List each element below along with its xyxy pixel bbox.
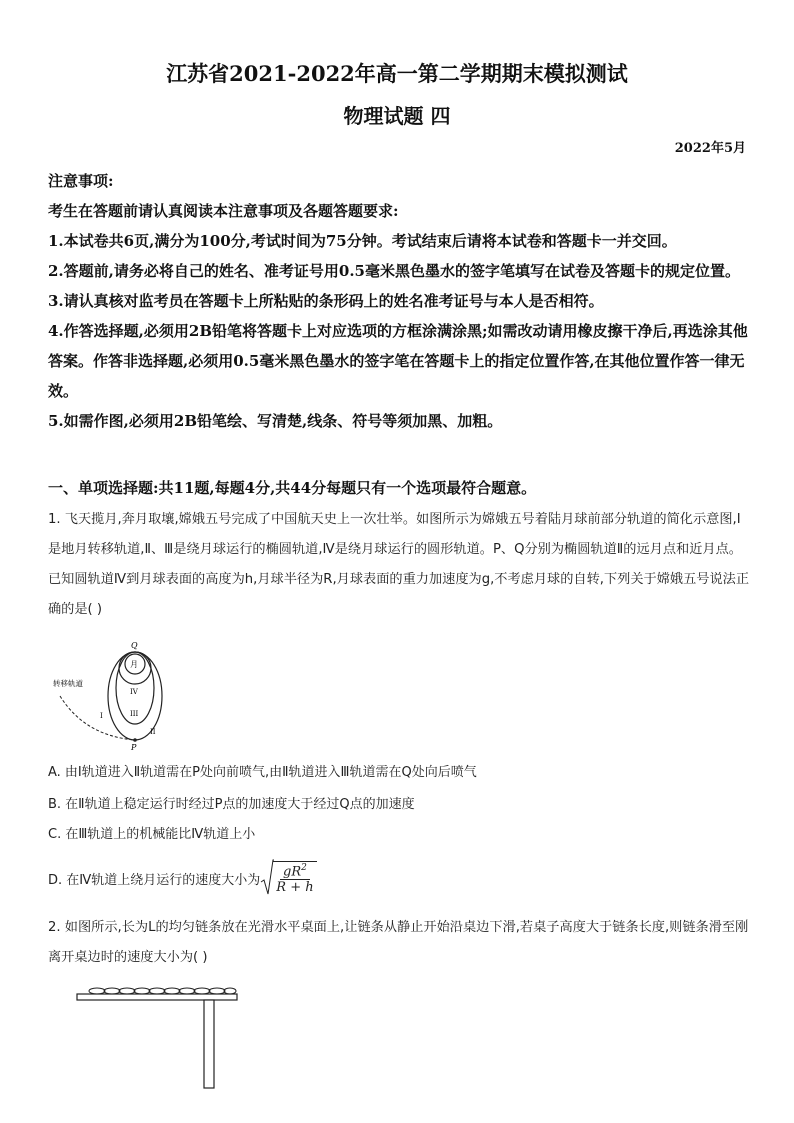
label-orbit-iv: IV [130,688,138,696]
fraction-denominator: R + h [276,880,314,896]
orbit-diagram [50,636,180,751]
notice-item: 4.作答选择题,必须用2B铅笔将答题卡上对应选项的方框涂满涂黑;如需改动请用橡皮擦干净后,再选涂其他答案。作答非选择题,必须用0.5毫米黑色墨水的签字笔在答题卡上的指定位置作答,在其他位置作答一律无效。 [48,322,748,400]
notice-item: 3.请认真核对监考员在答题卡上所粘贴的条形码上的姓名准考证号与本人是否相符。 [48,292,604,310]
chain [89,988,236,994]
exam-subtitle: 物理试题 四 [343,104,451,128]
notice-item: 5.如需作图,必须用2B铅笔绘、写清楚,线条、符号等须加黑、加粗。 [48,412,503,430]
label-orbit-ii: II [150,728,156,736]
table-top [77,994,237,1000]
label-orbit-i: I [100,712,103,720]
chain-table-diagram [72,980,252,1090]
option-d-text: D. 在Ⅳ轨道上绕月运行的速度大小为 [48,872,261,888]
option-a: A. 由Ⅰ轨道进入Ⅱ轨道需在P处向前喷气,由Ⅱ轨道进入Ⅲ轨道需在Q处向后喷气 [48,765,477,780]
notice-heading: 注意事项: [48,172,114,190]
point-p-marker [133,738,137,742]
label-orbit-iii: III [130,710,139,718]
question-2-stem: 2. 如图所示,长为L的均匀链条放在光滑水平桌面上,让链条从静止开始沿桌边下滑,若桌子高度大于链条长度,则链条滑至刚离开桌边时的速度大小为( ) [48,920,749,965]
sqrt-symbol-icon [260,858,274,898]
label-moon: 月 [130,660,138,669]
label-q: Q [131,641,138,650]
fraction [273,861,316,895]
notice-intro: 考生在答题前请认真阅读本注意事项及各题答题要求: [48,202,399,220]
exam-title: 江苏省2021-2022年高一第二学期期末模拟测试 [166,61,628,86]
notice-item: 1.本试卷共6页,满分为100分,考试时间为75分钟。考试结束后请将本试卷和答题卡一并交回。 [48,232,677,250]
table-leg [204,1000,214,1088]
question-1-stem: 1. 飞天揽月,奔月取壤,嫦娥五号完成了中国航天史上一次壮举。如图所示为嫦娥五号着陆月球前部分轨道的简化示意图,Ⅰ是地月转移轨道,Ⅱ、Ⅲ是绕月球运行的椭圆轨道,Ⅳ是绕月球运行的圆形轨道。P、Q分别为椭圆轨道Ⅱ的远月点和近月点。已知圆轨道Ⅳ到月球表面的高度为h,月球半径为R,月球表面的重力加速度为g,不考虑月球的自转,下列关于嫦娥五号说法正确的是( ) [48,512,750,617]
label-p: P [131,743,137,751]
label-transfer-orbit: 转移轨道 [53,679,83,688]
notice-list [48,226,748,436]
exam-date: 2022年5月 [674,141,746,156]
fraction-numerator: $gR^2$ [280,863,310,880]
option-c: C. 在Ⅲ轨道上的机械能比Ⅳ轨道上小 [48,827,256,842]
section-heading: 一、单项选择题:共11题,每题4分,共44分每题只有一个选项最符合题意。 [48,479,537,497]
option-d [48,858,748,898]
sqrt-expression [260,858,316,898]
notice-item: 2.答题前,请务必将自己的姓名、准考证号用0.5毫米黑色墨水的签字笔填写在试卷及答题卡的规定位置。 [48,262,740,280]
option-b: B. 在Ⅱ轨道上稳定运行时经过P点的加速度大于经过Q点的加速度 [48,797,415,812]
